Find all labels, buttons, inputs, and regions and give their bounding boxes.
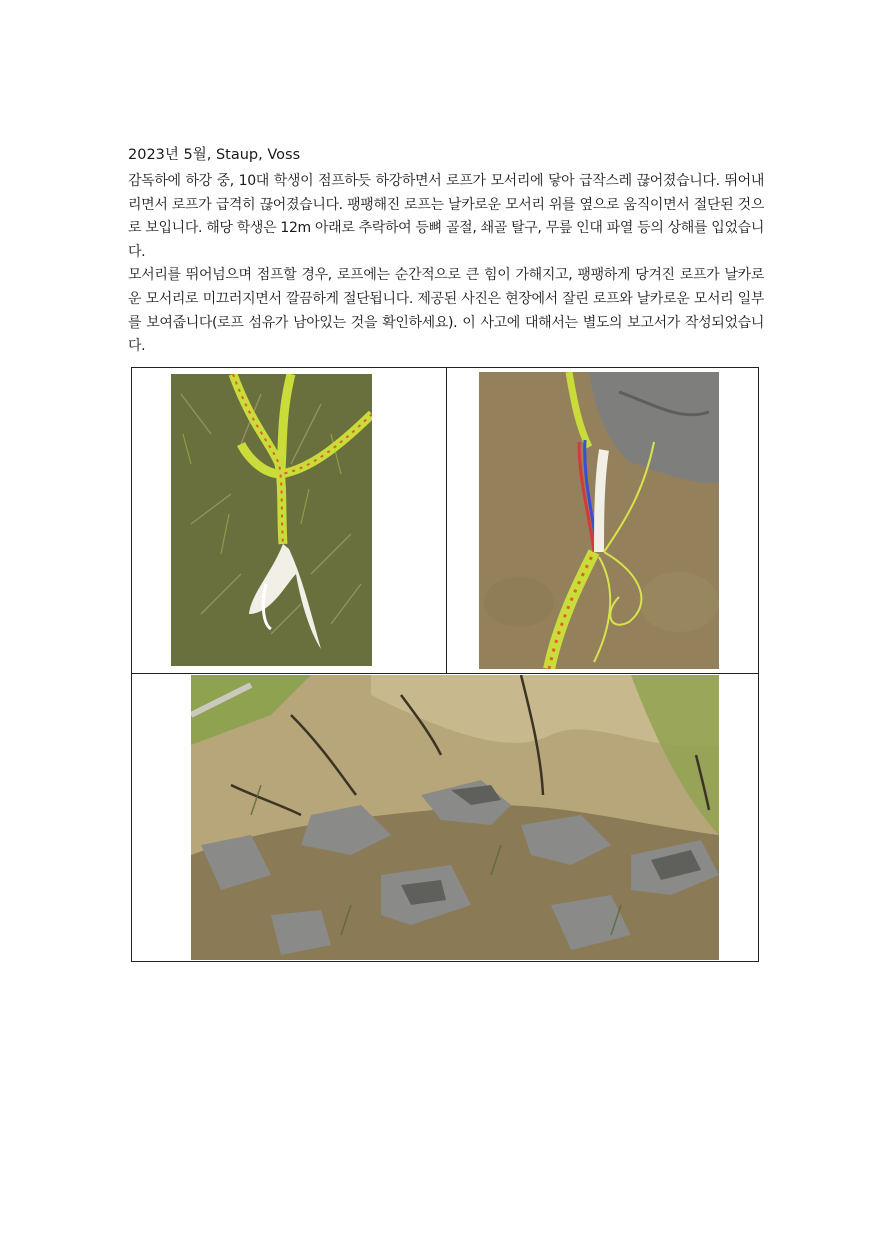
photo-rope-fibers-closeup [479,372,719,669]
photo-table [131,367,759,962]
table-divider-vertical [446,368,447,673]
photo-cut-rope-on-grass [171,374,372,666]
photo-accident-site-slope [191,675,719,960]
incident-paragraph-2: 모서리를 뛰어넘으며 점프할 경우, 로프에는 순간적으로 큰 힘이 가해지고, 팽팽하게 당겨진 로프가 날카로운 모서리로 미끄러지면서 깔끔하게 절단됩니다. 제공된 사진은 현장에서 잘린 로프와 날카로운 모서리 일부를 보여줍니다(로프 섬유가 남아있는 것을 확인하세요). 이 사고에 대해서는 별도의 보고서가 작성되었습니다. [128,267,764,355]
incident-heading: 2023년 5월, Staup, Voss [128,147,301,163]
table-divider-horizontal [132,673,758,674]
incident-paragraph-1: 감독하에 하강 중, 10대 학생이 점프하듯 하강하면서 로프가 모서리에 닿아 급작스레 끊어졌습니다. 뛰어내리면서 로프가 급격히 끊어졌습니다. 팽팽해진 로프는 날카로운 모서리 위를 옆으로 움직이면서 절단된 것으로 보입니다. 해당 학생은 12m 아래로 추락하여 등뼈 골절, 쇄골 탈구, 무릎 인대 파열 등의 상해를 입었습니다. [128,173,764,260]
incident-text [128,145,764,359]
